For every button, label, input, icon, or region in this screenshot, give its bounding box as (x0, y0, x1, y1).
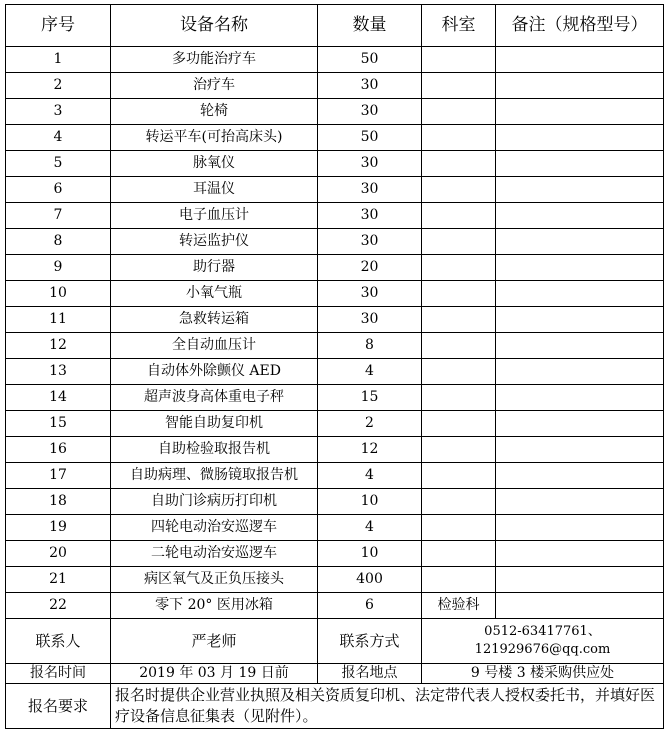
row-qty: 30 (318, 281, 422, 307)
row-dept (422, 437, 496, 463)
contact-label: 联系人 (6, 619, 111, 664)
row-dept (422, 229, 496, 255)
row-qty: 30 (318, 203, 422, 229)
row-dept (422, 151, 496, 177)
row-no: 13 (6, 359, 111, 385)
table-row (6, 177, 664, 203)
contact-method-label: 联系方式 (318, 619, 422, 664)
row-qty: 10 (318, 489, 422, 515)
requirement-row (6, 684, 664, 729)
table-row (6, 437, 664, 463)
col-header-qty: 数量 (318, 5, 422, 47)
row-no: 11 (6, 307, 111, 333)
row-no: 12 (6, 333, 111, 359)
header-row (6, 5, 664, 47)
contact-method-value (422, 619, 664, 664)
row-name: 转运监护仪 (111, 229, 318, 255)
contact-row (6, 619, 664, 664)
col-header-dept: 科室 (422, 5, 496, 47)
row-note (496, 73, 664, 99)
table-row (6, 73, 664, 99)
row-note (496, 203, 664, 229)
row-dept (422, 463, 496, 489)
row-dept (422, 515, 496, 541)
row-dept (422, 177, 496, 203)
row-name: 超声波身高体重电子秤 (111, 385, 318, 411)
table-row (6, 385, 664, 411)
row-note (496, 593, 664, 619)
row-qty: 30 (318, 151, 422, 177)
row-note (496, 359, 664, 385)
row-name: 急救转运箱 (111, 307, 318, 333)
row-qty: 30 (318, 73, 422, 99)
row-name: 电子血压计 (111, 203, 318, 229)
table-row (6, 515, 664, 541)
row-qty: 50 (318, 125, 422, 151)
col-header-note: 备注（规格型号） (496, 5, 664, 47)
row-name: 病区氧气及正负压接头 (111, 567, 318, 593)
table-row (6, 567, 664, 593)
row-qty: 20 (318, 255, 422, 281)
row-qty: 12 (318, 437, 422, 463)
table-row (6, 125, 664, 151)
registration-time-label: 报名时间 (6, 664, 111, 684)
row-qty: 4 (318, 463, 422, 489)
row-qty: 4 (318, 359, 422, 385)
row-dept (422, 333, 496, 359)
row-qty: 2 (318, 411, 422, 437)
row-name: 助行器 (111, 255, 318, 281)
row-dept (422, 255, 496, 281)
row-no: 22 (6, 593, 111, 619)
row-note (496, 307, 664, 333)
registration-row (6, 664, 664, 684)
table-row (6, 463, 664, 489)
row-no: 14 (6, 385, 111, 411)
row-no: 10 (6, 281, 111, 307)
row-name: 四轮电动治安巡逻车 (111, 515, 318, 541)
row-name: 智能自助复印机 (111, 411, 318, 437)
row-dept (422, 73, 496, 99)
row-qty: 10 (318, 541, 422, 567)
row-note (496, 333, 664, 359)
row-qty: 8 (318, 333, 422, 359)
row-note (496, 47, 664, 73)
table-row (6, 489, 664, 515)
row-no: 4 (6, 125, 111, 151)
row-no: 16 (6, 437, 111, 463)
row-name: 治疗车 (111, 73, 318, 99)
registration-time-value: 2019 年 03 月 19 日前 (111, 664, 318, 684)
row-no: 7 (6, 203, 111, 229)
row-dept (422, 541, 496, 567)
table-row (6, 151, 664, 177)
contact-phone: 0512-63417761、 (484, 624, 601, 639)
row-dept (422, 203, 496, 229)
row-dept (422, 359, 496, 385)
row-note (496, 489, 664, 515)
table-row (6, 541, 664, 567)
row-no: 3 (6, 99, 111, 125)
table-row (6, 359, 664, 385)
registration-place-value: 9 号楼 3 楼采购供应处 (422, 664, 664, 684)
row-name: 耳温仪 (111, 177, 318, 203)
row-no: 6 (6, 177, 111, 203)
row-note (496, 567, 664, 593)
table-row (6, 333, 664, 359)
row-no: 9 (6, 255, 111, 281)
row-note (496, 125, 664, 151)
row-note (496, 99, 664, 125)
row-name: 小氧气瓶 (111, 281, 318, 307)
table-row (6, 593, 664, 619)
row-name: 转运平车(可抬高床头) (111, 125, 318, 151)
row-dept (422, 47, 496, 73)
row-no: 18 (6, 489, 111, 515)
row-name: 多功能治疗车 (111, 47, 318, 73)
row-note (496, 177, 664, 203)
row-dept (422, 411, 496, 437)
row-dept: 检验科 (422, 593, 496, 619)
row-note (496, 255, 664, 281)
table-row (6, 281, 664, 307)
row-dept (422, 99, 496, 125)
row-qty: 30 (318, 177, 422, 203)
row-name: 自助病理、微肠镜取报告机 (111, 463, 318, 489)
row-note (496, 229, 664, 255)
row-note (496, 515, 664, 541)
row-name: 二轮电动治安巡逻车 (111, 541, 318, 567)
row-note (496, 463, 664, 489)
row-no: 19 (6, 515, 111, 541)
row-qty: 400 (318, 567, 422, 593)
row-note (496, 385, 664, 411)
row-no: 20 (6, 541, 111, 567)
requirement-text: 报名时提供企业营业执照及相关资质复印机、法定带代表人授权委托书，并填好医疗设备信息征集表（见附件）。 (111, 684, 664, 729)
row-name: 脉氧仪 (111, 151, 318, 177)
row-no: 2 (6, 73, 111, 99)
table-row (6, 203, 664, 229)
row-name: 全自动血压计 (111, 333, 318, 359)
table-row (6, 411, 664, 437)
row-qty: 30 (318, 99, 422, 125)
row-dept (422, 125, 496, 151)
table-row (6, 307, 664, 333)
row-name: 自动体外除颤仪 AED (111, 359, 318, 385)
row-name: 轮椅 (111, 99, 318, 125)
row-no: 21 (6, 567, 111, 593)
contact-value: 严老师 (111, 619, 318, 664)
requirement-label: 报名要求 (6, 684, 111, 729)
row-name: 自助门诊病历打印机 (111, 489, 318, 515)
row-dept (422, 567, 496, 593)
col-header-name: 设备名称 (111, 5, 318, 47)
equipment-table (5, 4, 664, 729)
row-note (496, 151, 664, 177)
table-row (6, 229, 664, 255)
row-dept (422, 281, 496, 307)
row-no: 5 (6, 151, 111, 177)
table-row (6, 255, 664, 281)
row-name: 零下 20° 医用冰箱 (111, 593, 318, 619)
row-no: 8 (6, 229, 111, 255)
row-note (496, 541, 664, 567)
row-qty: 6 (318, 593, 422, 619)
row-qty: 30 (318, 229, 422, 255)
row-note (496, 437, 664, 463)
row-name: 自助检验取报告机 (111, 437, 318, 463)
row-qty: 15 (318, 385, 422, 411)
row-dept (422, 489, 496, 515)
row-no: 15 (6, 411, 111, 437)
row-note (496, 411, 664, 437)
row-no: 17 (6, 463, 111, 489)
registration-place-label: 报名地点 (318, 664, 422, 684)
row-qty: 4 (318, 515, 422, 541)
table-row (6, 99, 664, 125)
col-header-no: 序号 (6, 5, 111, 47)
table-row (6, 47, 664, 73)
row-dept (422, 307, 496, 333)
row-qty: 50 (318, 47, 422, 73)
row-no: 1 (6, 47, 111, 73)
contact-email: 121929676@qq.com (474, 642, 611, 657)
row-note (496, 281, 664, 307)
row-dept (422, 385, 496, 411)
row-qty: 30 (318, 307, 422, 333)
